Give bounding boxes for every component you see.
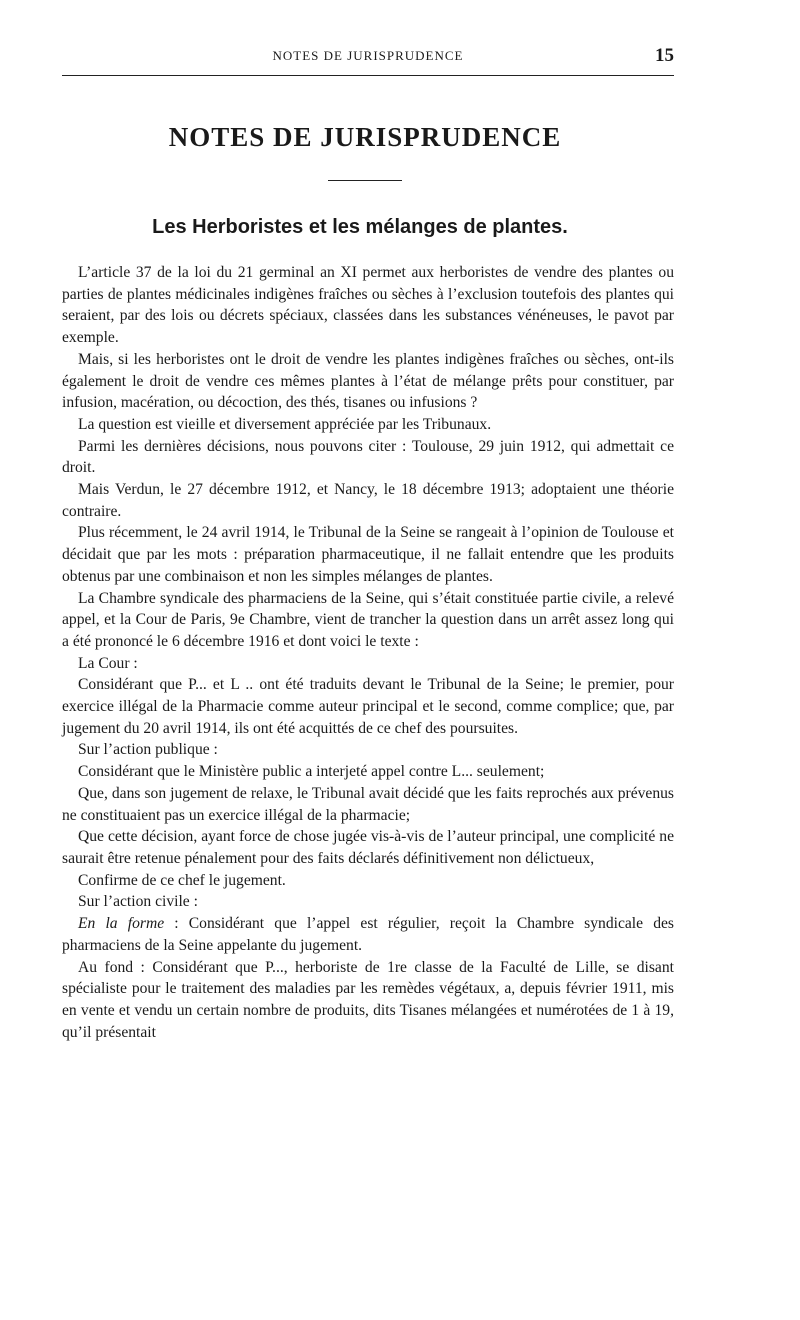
paragraph: La Cour : — [78, 654, 138, 672]
title-rule — [328, 180, 402, 181]
paragraph: Parmi les dernières décisions, nous pouvons citer : Toulouse, 29 juin 1912, qui admettait ce droit. — [62, 437, 674, 477]
header-rule — [62, 75, 674, 76]
paragraph-en-la-forme — [62, 913, 674, 956]
paragraph: L’article 37 de la loi du 21 germinal an XI permet aux herboristes de vendre des plantes ou parties de plantes médicinales indigènes fraîches ou sèches à l’exclusion toutefois des plantes qui seraient, par des lois ou décrets spéciaux, classées dans les substances vénéneuses, le pavot par exemple. — [62, 264, 674, 347]
article-subtitle: Les Herboristes et les mélanges de plantes. — [152, 216, 568, 238]
paragraph: Considérant que P... et L .. ont été traduits devant le Tribunal de la Seine; le premier, pour exercice illégal de la Pharmacie comme auteur principal et le second, comme complice; que, par jugement du 20 avril 1914, ils ont été acquittés de ce chef des poursuites. — [62, 676, 674, 737]
paragraph: Mais Verdun, le 27 décembre 1912, et Nancy, le 18 décembre 1913; adoptaient une théorie contraire. — [62, 481, 674, 520]
en-la-forme-text: : Considérant que l’appel est régulier, reçoit la Chambre syndicale des pharmaciens de la Seine appelante du jugement. — [62, 915, 674, 954]
paragraph: Plus récemment, le 24 avril 1914, le Tribunal de la Seine se rangeait à l’opinion de Toulouse et décidait que par les mots : préparation pharmaceutique, il ne fallait entendre que les produits obtenus par une combinaison et non les simples mélanges de plantes. — [62, 524, 674, 585]
paragraph: Mais, si les herboristes ont le droit de vendre les plantes indigènes fraîches ou sèches, ont-ils également le droit de vendre ces mêmes plantes à l’état de mélange prêts pour constituer, par infusion, macération, ou décoction, des thés, tisanes ou infusions ? — [62, 350, 674, 412]
paragraph: Que, dans son jugement de relaxe, le Tribunal avait décidé que les faits reprochés aux prévenus ne constituaient pas un exercice illégal de la pharmacie; — [62, 784, 674, 824]
paragraph: La question est vieille et diversement appréciée par les Tribunaux. — [78, 415, 492, 433]
page-number: 15 — [655, 45, 674, 66]
paragraph: Que cette décision, ayant force de chose jugée vis-à-vis de l’auteur principal, une complicité ne saurait être retenue pénalement pour des faits déclarés définitivement non délictueux, — [62, 828, 674, 867]
paragraph: Au fond : Considérant que P..., herboriste de 1re classe de la Faculté de Lille, se disant spécialiste pour le traitement des maladies par les remèdes végétaux, a, depuis février 1911, mis en vente et vendu un certain nombre de produits, dits Tisanes mélangées et numérotées de 1 à 19, qu’il présentait — [62, 958, 674, 1041]
running-title: NOTES DE JURISPRUDENCE — [272, 48, 464, 63]
running-header — [62, 46, 674, 68]
paragraph: Confirme de ce chef le jugement. — [78, 871, 286, 889]
paragraph: La Chambre syndicale des pharmaciens de la Seine, qui s’était constituée partie civile, a relevé appel, et la Cour de Paris, 9e Chambre, vient de trancher la question dans un arrêt assez long qui a été prononcé le 6 décembre 1916 et dont voici le texte : — [62, 589, 674, 650]
en-la-forme-lead: En la forme — [78, 915, 165, 933]
paragraph: Sur l’action civile : — [78, 893, 198, 911]
article-title: NOTES DE JURISPRUDENCE — [168, 122, 562, 152]
paragraph: Sur l’action publique : — [78, 741, 218, 759]
article-body — [62, 262, 674, 1043]
paragraph: Considérant que le Ministère public a interjeté appel contre L... seulement; — [78, 763, 545, 781]
